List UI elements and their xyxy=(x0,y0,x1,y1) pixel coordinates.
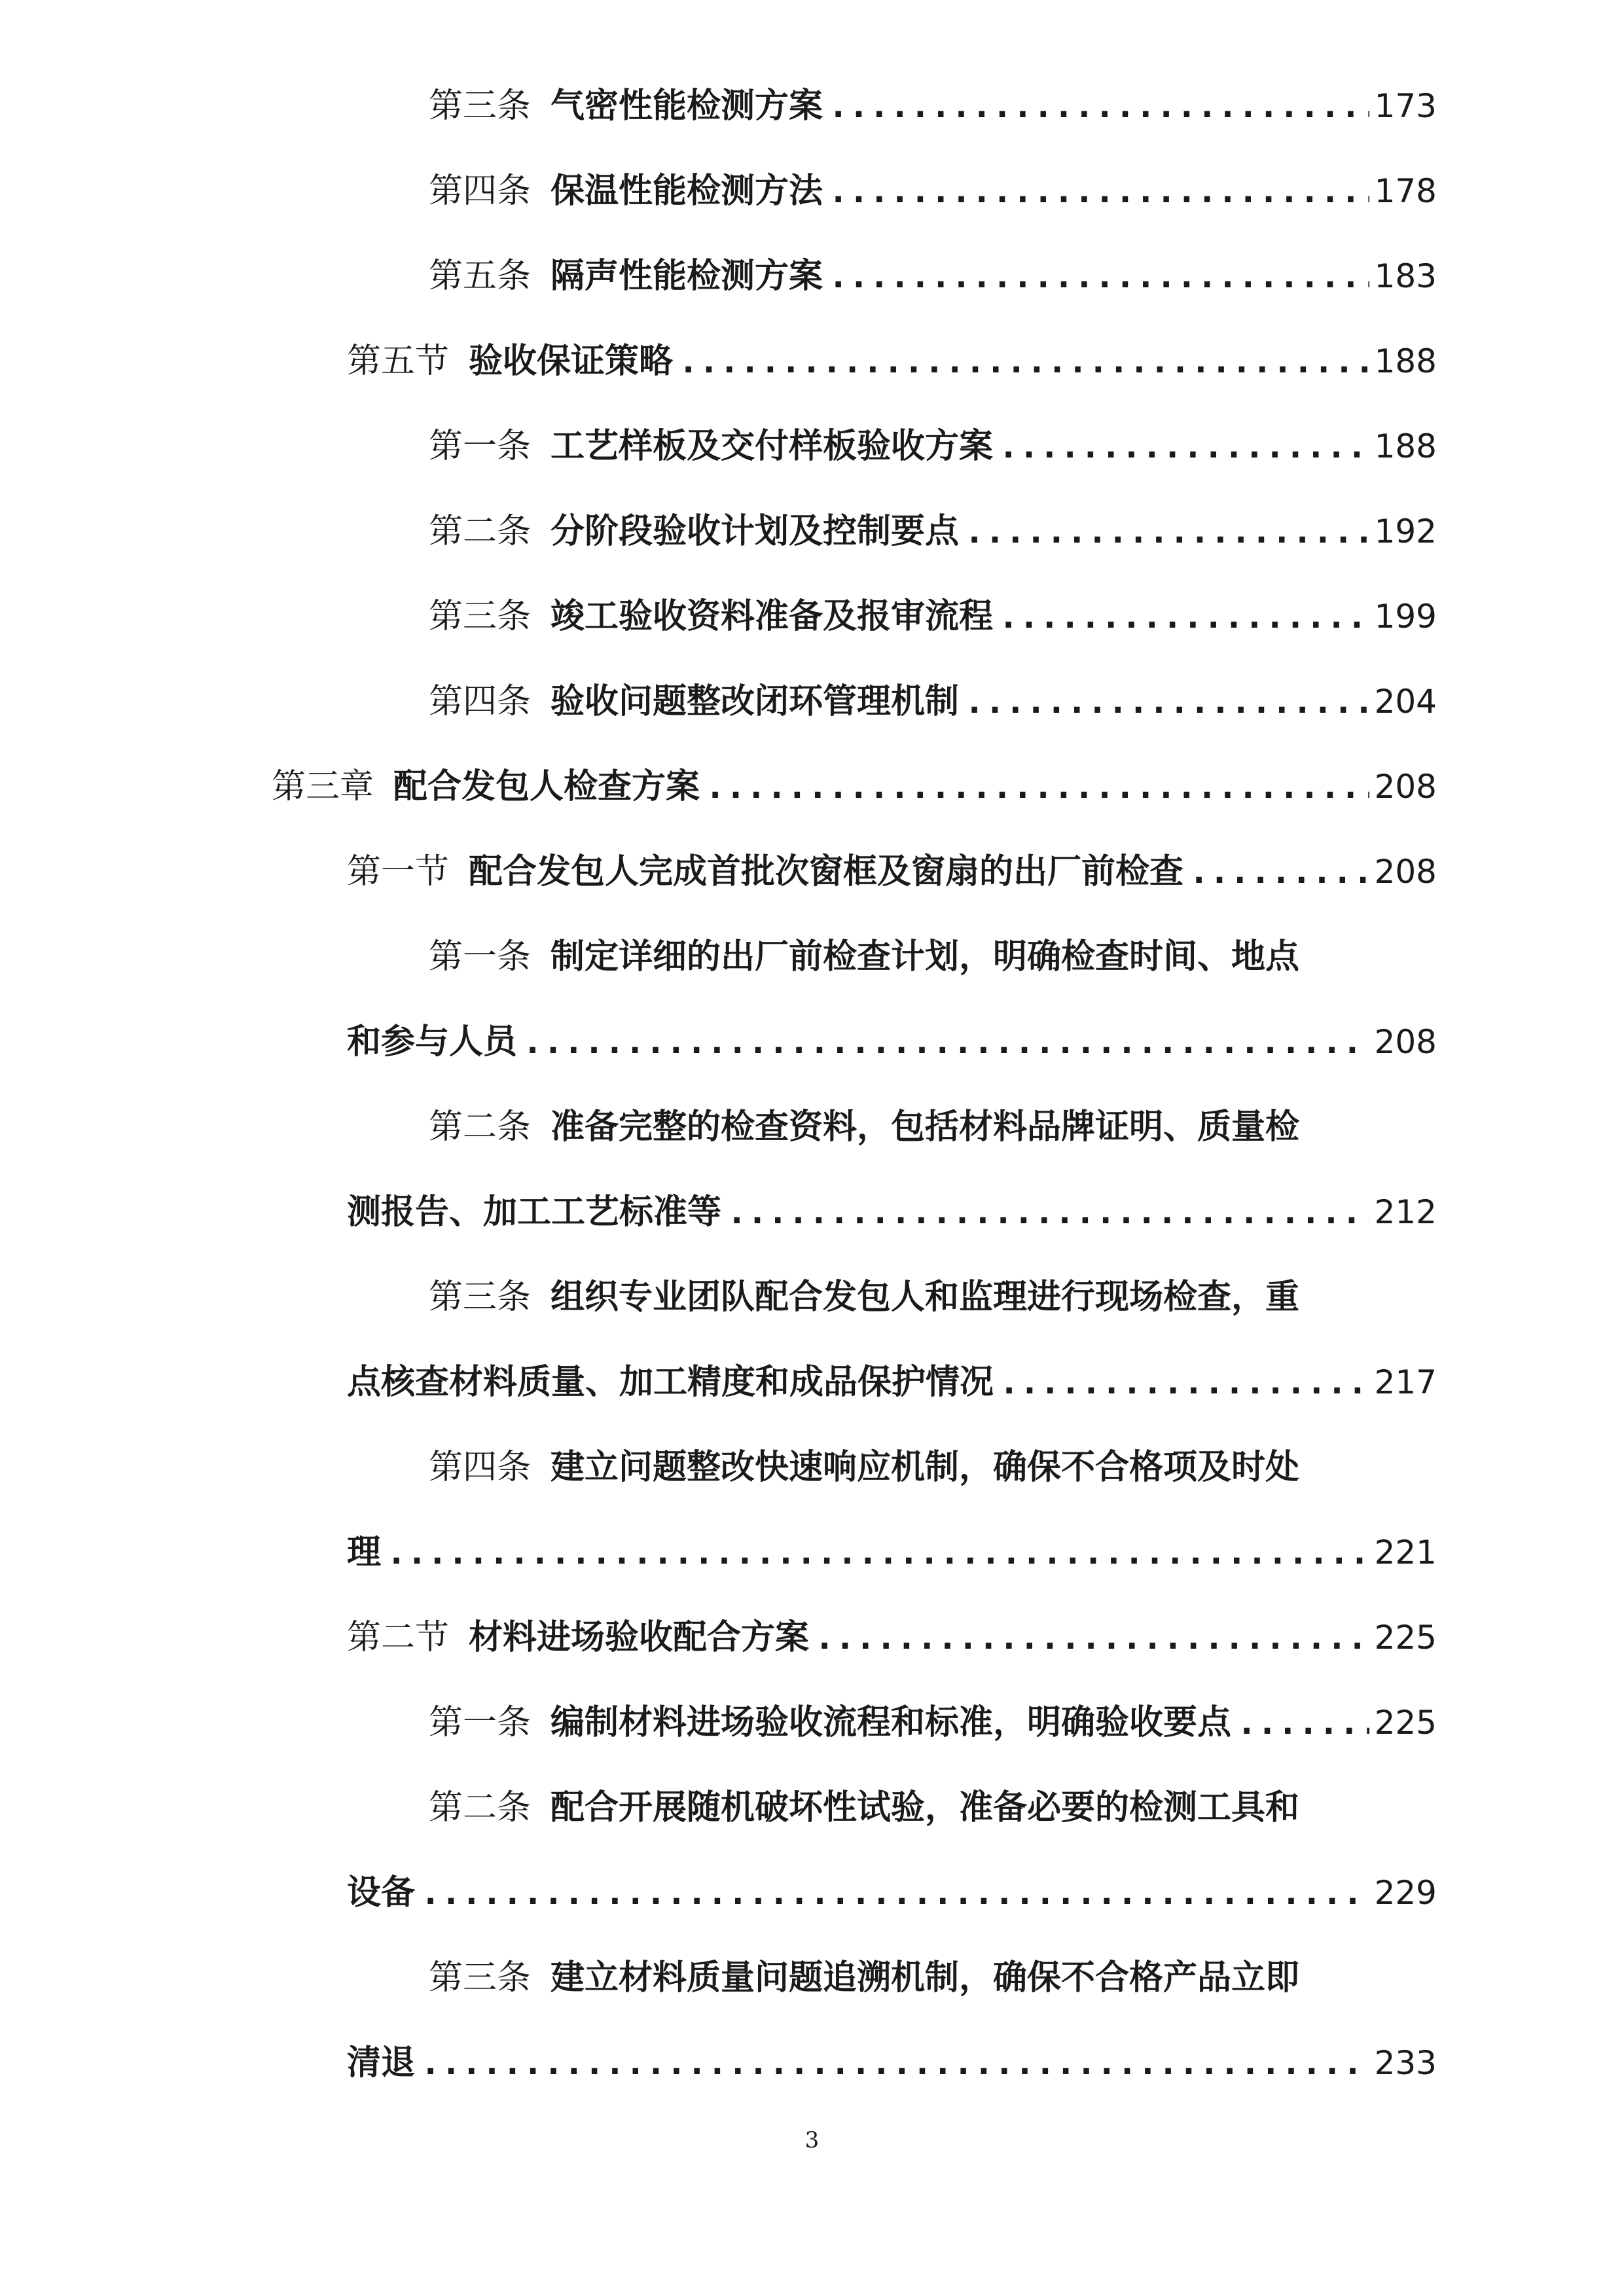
toc-leader-dots xyxy=(420,2042,1369,2084)
toc-entry-page: 221 xyxy=(1374,1534,1437,1571)
toc-entry-section: 第五节 xyxy=(347,342,450,381)
toc-entry-line1[interactable] xyxy=(429,1276,1299,1318)
toc-entry-title: 气密性能检测方案 xyxy=(550,86,823,126)
toc-leader-dots xyxy=(1236,1702,1369,1744)
toc-entry-section: 第二条 xyxy=(429,1788,532,1827)
toc-entry-section: 第四条 xyxy=(429,1448,532,1487)
toc-entry-line1[interactable] xyxy=(429,936,1299,978)
toc-entry-line1[interactable] xyxy=(429,1106,1299,1148)
toc-entry-section: 第三条 xyxy=(429,1958,532,1998)
toc-leader-dots xyxy=(999,1361,1369,1403)
toc-leader-dots xyxy=(998,425,1369,467)
toc-entry[interactable] xyxy=(429,425,1437,467)
toc-entry-line2[interactable] xyxy=(347,1532,1437,1573)
toc-entry-page: 229 xyxy=(1374,1874,1437,1912)
toc-entry[interactable] xyxy=(347,851,1437,893)
toc-entry-section: 第三条 xyxy=(429,1278,532,1317)
toc-leader-dots xyxy=(678,340,1369,382)
toc-entry-section: 第二条 xyxy=(429,1107,532,1147)
toc-entry-title-cont: 和参与人员 xyxy=(347,1022,518,1062)
toc-entry-section: 第一条 xyxy=(429,427,532,466)
toc-entry-title: 分阶段验收计划及控制要点 xyxy=(550,511,960,551)
toc-entry-title: 隔声性能检测方案 xyxy=(550,256,823,296)
toc-entry-title-cont: 点核查材料质量、加工精度和成品保护情况 xyxy=(347,1362,994,1402)
toc-entry-section: 第二节 xyxy=(347,1618,450,1657)
toc-entry-page: 204 xyxy=(1374,683,1437,721)
toc-entry-page: 208 xyxy=(1374,853,1437,891)
toc-entry[interactable] xyxy=(429,1702,1437,1744)
toc-leader-dots xyxy=(727,1191,1369,1233)
toc-leader-dots xyxy=(420,1872,1369,1914)
toc-entry[interactable] xyxy=(429,511,1437,552)
toc-entry-title-cont: 设备 xyxy=(347,1873,416,1912)
toc-entry-chapter[interactable] xyxy=(272,766,1437,808)
toc-leader-dots xyxy=(814,1617,1369,1659)
toc-entry-page: 188 xyxy=(1374,427,1437,465)
toc-entry-title-cont: 测报告、加工工艺标准等 xyxy=(347,1192,722,1232)
toc-leader-dots xyxy=(522,1021,1369,1063)
toc-leader-dots xyxy=(1189,851,1369,893)
toc-entry-title: 验收保证策略 xyxy=(469,341,674,381)
toc-entry-page: 183 xyxy=(1374,257,1437,295)
toc-entry-page: 173 xyxy=(1374,87,1437,125)
toc-entry-line2[interactable] xyxy=(347,1191,1437,1233)
toc-entry-title: 配合发包人检查方案 xyxy=(393,766,700,806)
toc-entry-title: 工艺样板及交付样板验收方案 xyxy=(550,426,994,466)
toc-entry-page: 199 xyxy=(1374,598,1437,636)
toc-entry-section: 第三条 xyxy=(429,597,532,636)
toc-entry[interactable] xyxy=(347,1617,1437,1659)
toc-leader-dots xyxy=(998,596,1369,637)
toc-entry-page: 208 xyxy=(1374,768,1437,806)
toc-entry-section: 第四条 xyxy=(429,171,532,211)
toc-entry-title: 竣工验收资料准备及报审流程 xyxy=(550,596,994,636)
toc-entry-line2[interactable] xyxy=(347,2042,1437,2084)
toc-entry-page: 188 xyxy=(1374,342,1437,380)
toc-leader-dots xyxy=(828,255,1369,297)
toc-leader-dots xyxy=(828,85,1369,127)
toc-entry-section: 第四条 xyxy=(429,682,532,721)
toc-entry-page: 192 xyxy=(1374,512,1437,550)
toc-entry-title-cont: 理 xyxy=(347,1532,382,1572)
toc-entry-line2[interactable] xyxy=(347,1021,1437,1063)
toc-leader-dots xyxy=(386,1532,1369,1573)
toc-entry-title: 编制材料进场验收流程和标准，明确验收要点 xyxy=(550,1702,1232,1742)
toc-leader-dots xyxy=(828,170,1369,212)
toc-leader-dots xyxy=(705,766,1369,808)
toc-entry-section: 第三章 xyxy=(272,767,374,806)
toc-entry-title: 建立材料质量问题追溯机制，确保不合格产品立即 xyxy=(550,1958,1300,1998)
toc-entry-title: 制定详细的出厂前检查计划，明确检查时间、地点 xyxy=(550,937,1300,977)
toc-entry[interactable] xyxy=(429,85,1437,127)
page-number: 3 xyxy=(804,2127,820,2153)
toc-entry[interactable] xyxy=(429,170,1437,212)
toc-entry-line1[interactable] xyxy=(429,1957,1299,1999)
toc-entry-line1[interactable] xyxy=(429,1787,1299,1829)
toc-entry-section: 第一节 xyxy=(347,852,450,891)
toc-entry[interactable] xyxy=(429,596,1437,637)
toc-entry-title: 配合发包人完成首批次窗框及窗扇的出厂前检查 xyxy=(469,852,1184,891)
toc-entry-line1[interactable] xyxy=(429,1446,1299,1488)
toc-leader-dots xyxy=(964,681,1369,723)
toc-entry-title-cont: 清退 xyxy=(347,2043,416,2083)
toc-entry[interactable] xyxy=(429,255,1437,297)
toc-entry-section: 第三条 xyxy=(429,86,532,126)
toc-entry-section: 第一条 xyxy=(429,1703,532,1742)
toc-leader-dots xyxy=(964,511,1369,552)
toc-entry-page: 212 xyxy=(1374,1193,1437,1231)
toc-entry[interactable] xyxy=(429,681,1437,723)
toc-entry[interactable] xyxy=(347,340,1437,382)
toc-entry-title: 验收问题整改闭环管理机制 xyxy=(550,681,960,721)
toc-entry-page: 225 xyxy=(1374,1619,1437,1657)
toc-entry-page: 233 xyxy=(1374,2044,1437,2082)
toc-entry-title: 配合开展随机破坏性试验，准备必要的检测工具和 xyxy=(550,1787,1300,1827)
toc-entry-page: 208 xyxy=(1374,1023,1437,1061)
toc-entry-title: 准备完整的检查资料，包括材料品牌证明、质量检 xyxy=(550,1107,1300,1147)
toc-entry-page: 178 xyxy=(1374,172,1437,210)
toc-entry-section: 第一条 xyxy=(429,937,532,977)
toc-entry-title: 建立问题整改快速响应机制，确保不合格项及时处 xyxy=(550,1447,1300,1487)
toc-entry-title: 材料进场验收配合方案 xyxy=(469,1617,810,1657)
toc-entry-section: 第五条 xyxy=(429,257,532,296)
toc-entry-line2[interactable] xyxy=(347,1872,1437,1914)
toc-entry-section: 第二条 xyxy=(429,512,532,551)
toc-entry-title: 组织专业团队配合发包人和监理进行现场检查，重 xyxy=(550,1277,1300,1317)
toc-entry-page: 217 xyxy=(1374,1363,1437,1401)
toc-entry-page: 225 xyxy=(1374,1704,1437,1742)
toc-entry-title: 保温性能检测方法 xyxy=(550,171,823,211)
toc-entry-line2[interactable] xyxy=(347,1361,1437,1403)
